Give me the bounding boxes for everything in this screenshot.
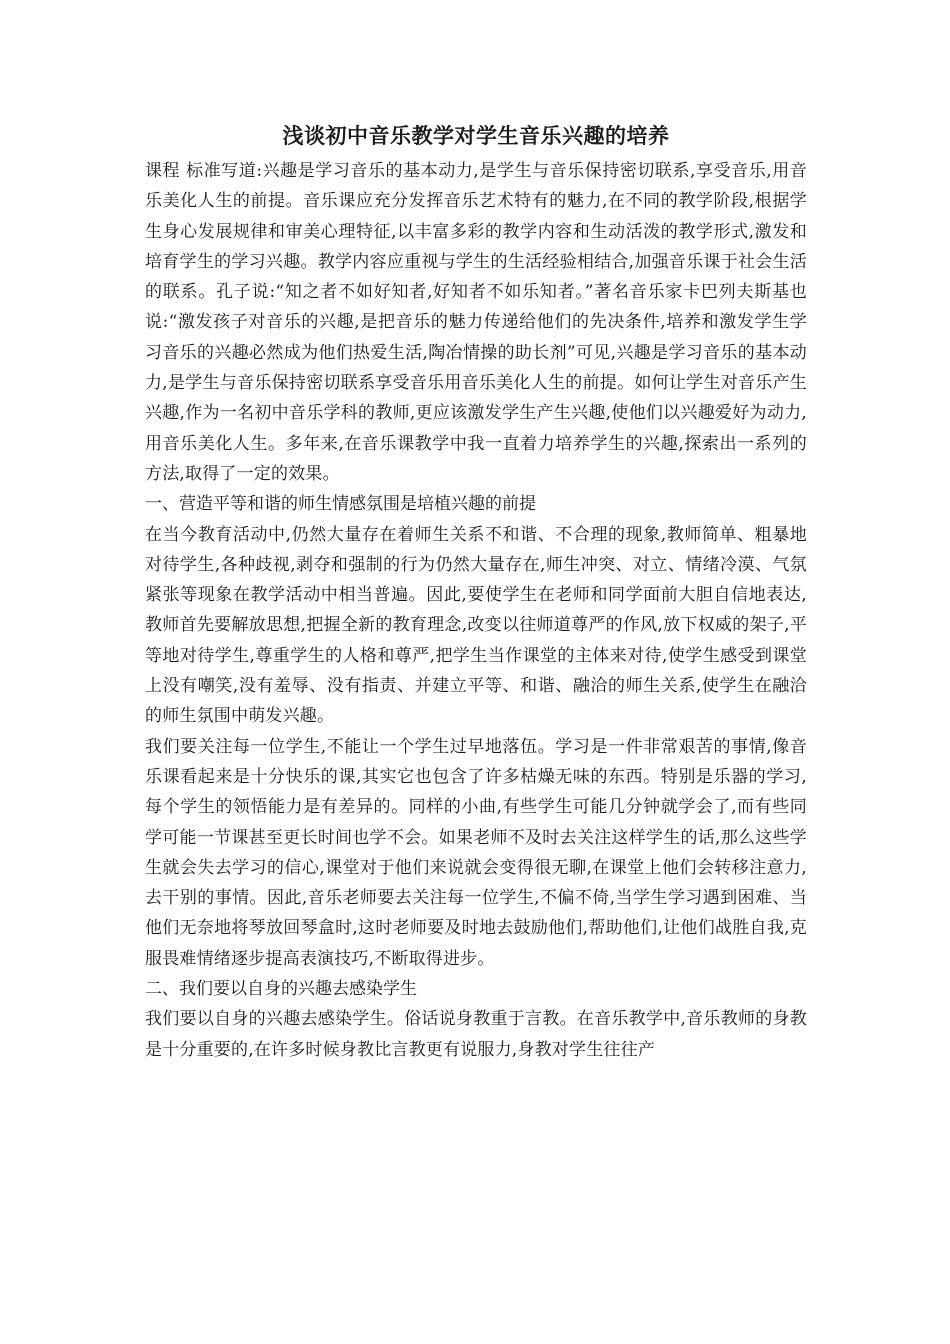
document-title: 浅谈初中音乐教学对学生音乐兴趣的培养 [282, 123, 670, 148]
section-2-paragraph-1: 我们要以自身的兴趣去感染学生。俗话说身教重于言教。在音乐教学中,音乐教师的身教是十分重要的,在许多时候身教比言教更有说服力,身教对学生往往产 [145, 1009, 807, 1060]
document-page [145, 118, 807, 1065]
intro-paragraph: 课程 标准写道:兴趣是学习音乐的基本动力,是学生与音乐保持密切联系,享受音乐,用音乐美化人生的前提。音乐课应充分发挥音乐艺术特有的魅力,在不同的教学阶段,根据学生身心发展规律和审美心理特征,以丰富多彩的教学内容和生动活泼的教学形式,激发和培育学生的学习兴趣。教学内容应重视与学生的生活经验相结合,加强音乐课于社会生活的联系。孔子说:“知之者不如好知者,好知者不如乐知者。”著名音乐家卡巴列夫斯基也说:“激发孩子对音乐的兴趣,是把音乐的魅力传递给他们的先决条件,培养和激发学生学习音乐的兴趣必然成为他们热爱生活,陶冶情操的助长剂”可见,兴趣是学习音乐的基本动力,是学生与音乐保持密切联系享受音乐用音乐美化人生的前提。如何让学生对音乐产生兴趣,作为一名初中音乐学科的教师,更应该激发学生产生兴趣,使他们以兴趣爱好为动力,用音乐美化人生。多年来,在音乐课教学中我一直着力培养学生的兴趣,探索出一系列的方法,取得了一定的效果。 [145, 161, 807, 484]
section-1-paragraph-1: 在当今教育活动中,仍然大量存在着师生关系不和谐、不合理的现象,教师简单、粗暴地对待学生,各种歧视,剥夺和强制的行为仍然大量存在,师生冲突、对立、情绪冷漠、气氛紧张等现象在教学活动中相当普遍。因此,要使学生在老师和同学面前大胆自信地表达,教师首先要解放思想,把握全新的教育理念,改变以往师道尊严的作风,放下权威的架子,平等地对待学生,尊重学生的人格和尊严,把学生当作课堂的主体来对待,使学生感受到课堂上没有嘲笑,没有羞辱、没有指责、并建立平等、和谐、融洽的师生关系,使学生在融洽的师生氛围中萌发兴趣。 [145, 524, 807, 727]
section-2-heading: 二、我们要以自身的兴趣去感染学生 [145, 979, 417, 1000]
section-1-paragraph-2: 我们要关注每一位学生,不能让一个学生过早地落伍。学习是一件非常艰苦的事情,像音乐课看起来是十分快乐的课,其实它也包含了许多枯燥无味的东西。特别是乐器的学习,每个学生的领悟能力是有差异的。同样的小曲,有些学生可能几分钟就学会了,而有些同学可能一节课甚至更长时间也学不会。如果老师不及时去关注这样学生的话,那么这些学生就会失去学习的信心,课堂对于他们来说就会变得很无聊,在课堂上他们会转移注意力,去干别的事情。因此,音乐老师要去关注每一位学生,不偏不倚,当学生学习遇到困难、当他们无奈地将琴放回琴盒时,这时老师要及时地去鼓励他们,帮助他们,让他们战胜自我,克服畏难情绪逐步提高表演技巧,不断取得进步。 [145, 736, 807, 969]
section-1-heading: 一、营造平等和谐的师生情感氛围是培植兴趣的前提 [145, 494, 536, 515]
